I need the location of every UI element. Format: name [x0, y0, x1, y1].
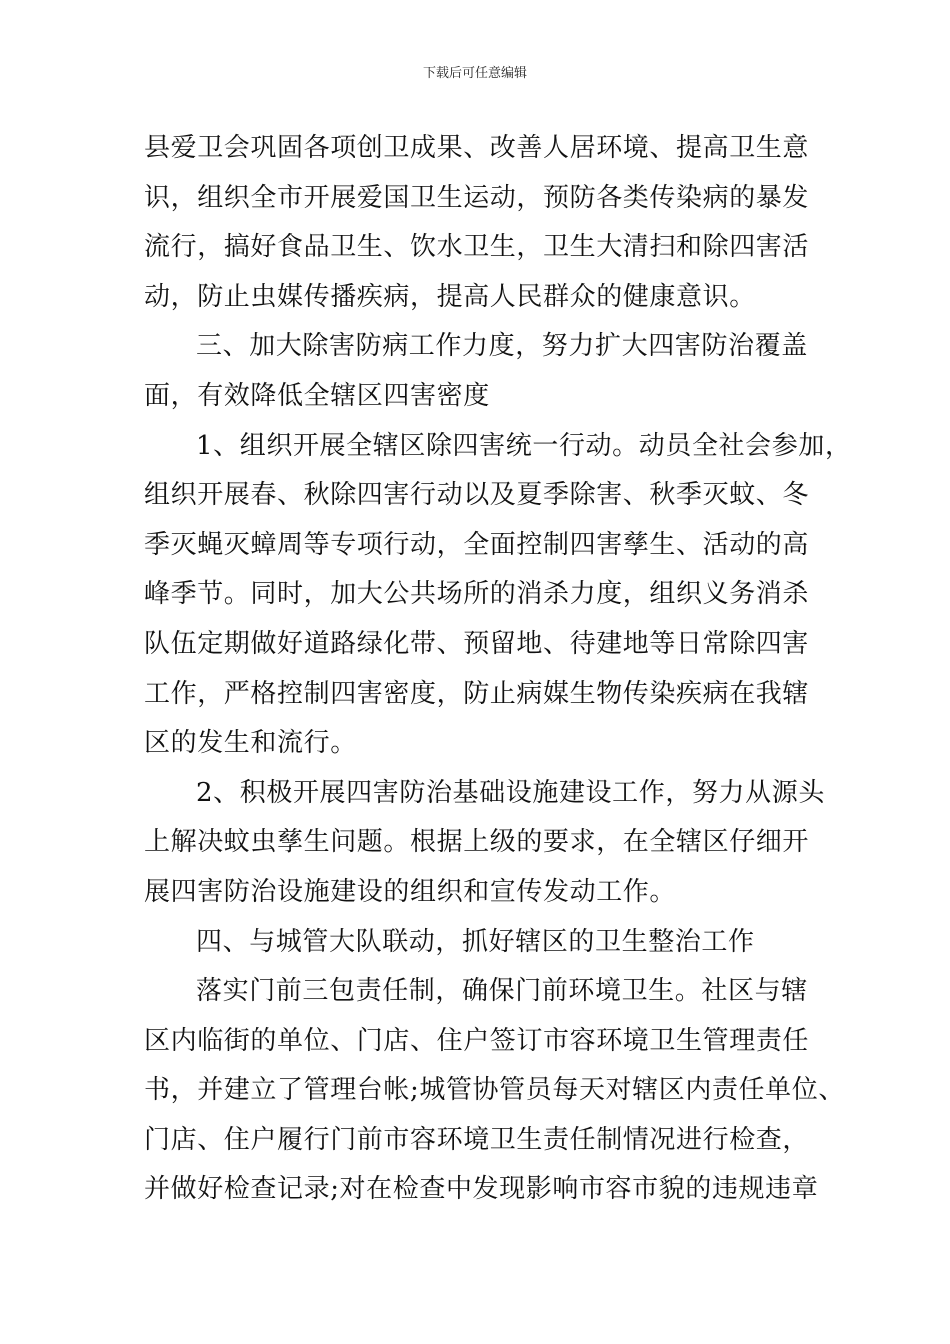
- text-line: 识，组织全市开展爱国卫生运动，预防各类传染病的暴发: [144, 182, 810, 213]
- text-line: 季灭蝇灭蟑周等专项行动，全面控制四害孳生、活动的高: [144, 529, 810, 560]
- text-line: 队伍定期做好道路绿化带、预留地、待建地等日常除四害: [144, 628, 810, 659]
- text-line: 上解决蚊虫孳生问题。根据上级的要求，在全辖区仔细开: [144, 827, 810, 858]
- text-line: 落实门前三包责任制，确保门前环境卫生。社区与辖: [196, 976, 808, 1007]
- text-line: 组织开展春、秋除四害行动以及夏季除害、秋季灭蚊、冬: [144, 480, 810, 511]
- paragraph-item-1: [144, 422, 852, 769]
- text-line: 工作，严格控制四害密度，防止病媒生物传染疾病在我辖: [144, 678, 810, 709]
- paragraph-responsibility: [144, 967, 844, 1215]
- text-line: 区内临街的单位、门店、住户签订市容环境卫生管理责任: [144, 1025, 810, 1056]
- section-heading-3: [144, 322, 844, 421]
- text-line: 面，有效降低全辖区四害密度: [144, 380, 490, 411]
- text-line: 县爱卫会巩固各项创卫成果、改善人居环境、提高卫生意: [144, 133, 810, 163]
- text-line: 2、积极开展四害防治基础设施建设工作，努力从源头: [196, 777, 825, 808]
- document-body: [144, 124, 852, 1215]
- text-line: 门店、住户履行门前市容环境卫生责任制情况进行检查，: [144, 1124, 810, 1155]
- section-heading-4: [144, 918, 844, 968]
- text-line: 流行，搞好食品卫生、饮水卫生，卫生大清扫和除四害活: [144, 232, 810, 263]
- text-line: 书，并建立了管理台帐;城管协管员每天对辖区内责任单位、: [144, 1075, 845, 1106]
- text-line: 四、与城管大队联动，抓好辖区的卫生整治工作: [196, 926, 755, 957]
- text-line: 并做好检查记录;对在检查中发现影响市容市貌的违规违章: [144, 1174, 819, 1205]
- text-line: 三、加大除害防病工作力度，努力扩大四害防治覆盖: [196, 331, 808, 362]
- paragraph-1: [144, 124, 844, 322]
- text-line: 峰季节。同时，加大公共场所的消杀力度，组织义务消杀: [144, 579, 810, 610]
- text-line: 区的发生和流行。: [144, 728, 357, 759]
- paragraph-item-2: [144, 769, 844, 918]
- page-header: 下载后可任意编辑: [422, 66, 527, 81]
- text-line: 动，防止虫媒传播疾病，提高人民群众的健康意识。: [144, 281, 756, 312]
- text-line: 1、组织开展全辖区除四害统一行动。动员全社会参加，: [196, 430, 852, 461]
- text-line: 展四害防治设施建设的组织和宣传发动工作。: [144, 876, 677, 907]
